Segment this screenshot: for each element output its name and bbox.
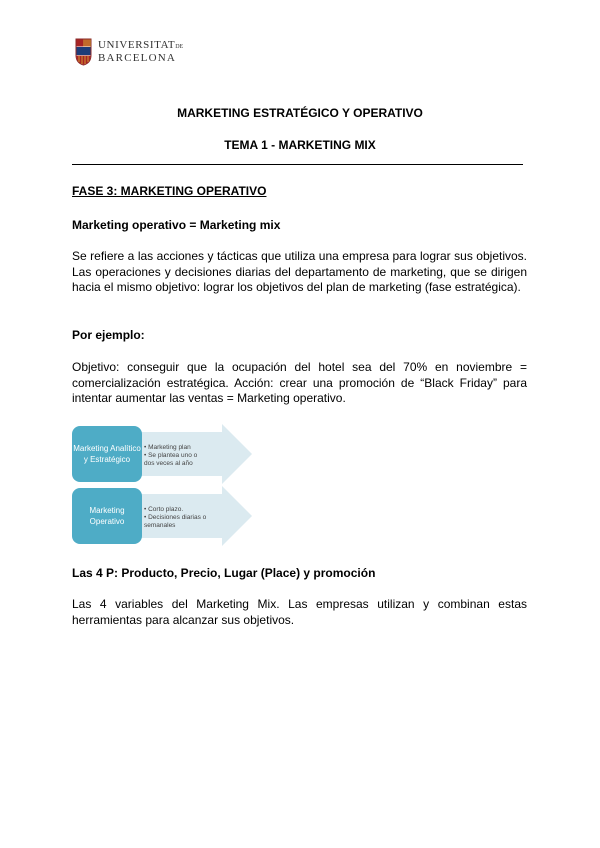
box-marketing-analitico: Marketing Analítico y Estratégico <box>72 426 142 482</box>
marketing-diagram <box>72 424 252 546</box>
university-logo <box>75 38 183 66</box>
horizontal-rule <box>72 164 523 165</box>
university-shield-icon <box>75 38 92 66</box>
bullet-item: • Corto plazo. <box>144 506 208 514</box>
bullets-analitico <box>144 444 208 468</box>
logo-line2: BARCELONA <box>98 52 177 64</box>
paragraph-4p: Las 4 variables del Marketing Mix. Las empresas utilizan y combinan estas herramientas para alcanzar sus objetivos. <box>72 597 527 627</box>
document-title: MARKETING ESTRATÉGICO Y OPERATIVO <box>177 106 423 120</box>
bullets-operativo <box>144 506 208 530</box>
paragraph-example: Objetivo: conseguir que la ocupación del hotel sea del 70% en noviembre = comercialización estratégica. Acción: crear una promoción de “Black Friday” para intentar aumentar las ventas = Marketing operativo. <box>72 360 527 405</box>
fase-heading: FASE 3: MARKETING OPERATIVO <box>72 184 267 198</box>
bullet-item: • Decisiones diarias o semanales <box>144 514 208 530</box>
document-subtitle: TEMA 1 - MARKETING MIX <box>224 138 376 152</box>
ejemplo-heading: Por ejemplo: <box>72 328 145 342</box>
bullet-item: • Se plantea uno o dos veces al año <box>144 452 208 468</box>
paragraph-definition: Se refiere a las acciones y tácticas que utiliza una empresa para lograr sus objetivos. Las operaciones y decisiones diarias del departamento de marketing, que se dirigen hacia el mismo objetivo: lograr los objetivos del plan de marketing (fase estratégica). <box>72 249 527 294</box>
marketing-operativo-heading: Marketing operativo = Marketing mix <box>72 218 281 232</box>
cuatro-p-heading: Las 4 P: Producto, Precio, Lugar (Place) y promoción <box>72 566 376 580</box>
logo-line1: UNIVERSITATDE <box>98 39 184 51</box>
box-marketing-operativo: Marketing Operativo <box>72 488 142 544</box>
bullet-item: • Marketing plan <box>144 444 208 452</box>
